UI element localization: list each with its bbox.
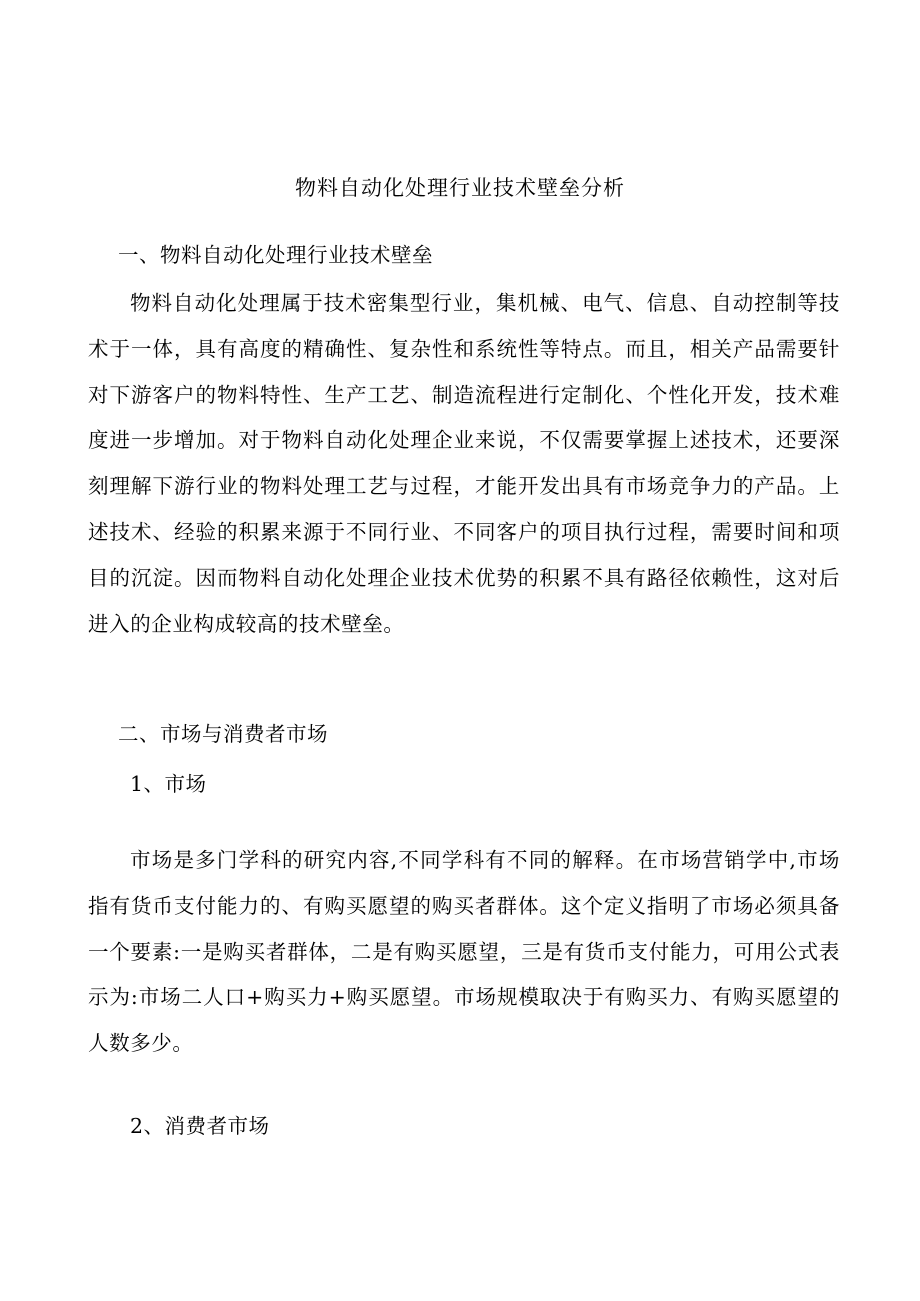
section-1-heading: 一、物料自动化处理行业技术壁垒 xyxy=(118,243,433,267)
section-2-heading: 二、市场与消费者市场 xyxy=(118,722,328,746)
section-1-paragraph: 物料自动化处理属于技术密集型行业，集机械、电气、信息、自动控制等技术于一体，具有高度的精确性、复杂性和系统性等特点。而且，相关产品需要针对下游客户的物料特性、生产工艺、制造流程进行定制化、个性化开发，技术难度进一步增加。对于物料自动化处理企业来说，不仅需要掌握上述技术，还要深刻理解下游行业的物料处理工艺与过程，才能开发出具有市场竞争力的产品。上述技术、经验的积累来源于不同行业、不同客户的项目执行过程，需要时间和项目的沉淀。因而物料自动化处理企业技术优势的积累不具有路径依赖性，这对后进入的企业构成较高的技术壁垒。 xyxy=(88,291,840,636)
document-title: 物料自动化处理行业技术壁垒分析 xyxy=(295,176,625,200)
subsection-1-paragraph: 市场是多门学科的研究内容,不同学科有不同的解释。在市场营销学中,市场指有货币支付能力的、有购买愿望的购买者群体。这个定义指明了市场必须具备一个要素:一是购买者群体，二是有购买愿望，三是有货币支付能力，可用公式表示为:市场二人口+购买力+购买愿望。市场规模取决于有购买力、有购买愿望的人数多少。 xyxy=(88,848,840,1056)
subsection-1-heading: 1、市场 xyxy=(130,772,207,796)
subsection-2-heading: 2、消费者市场 xyxy=(130,1114,270,1138)
